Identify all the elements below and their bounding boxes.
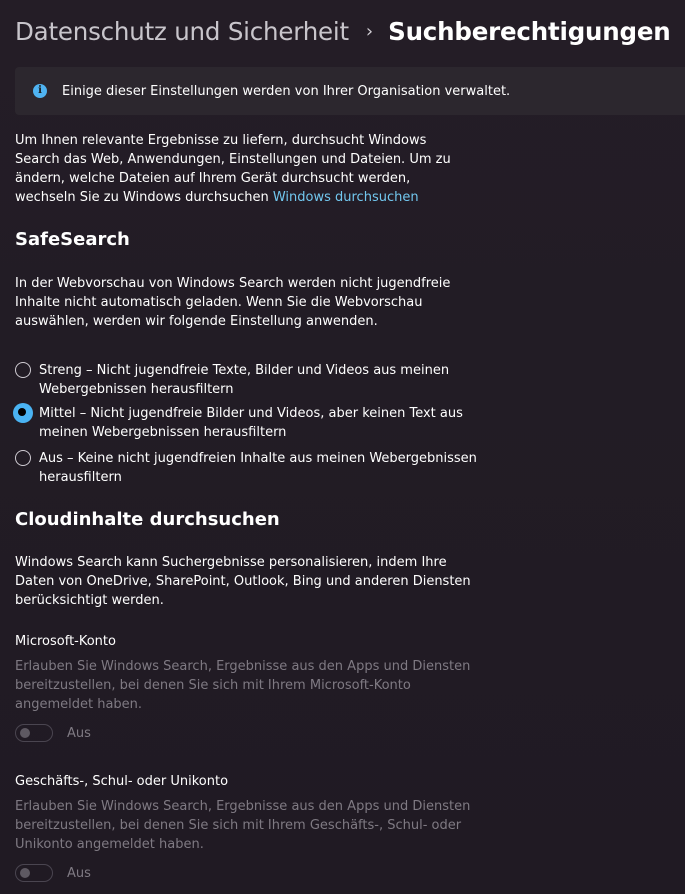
work-school-account-title: Geschäfts-, Schul- oder Unikonto — [15, 774, 229, 789]
safesearch-option-strict[interactable] — [15, 361, 485, 399]
work-school-account-description: Erlauben Sie Windows Search, Ergebnisse aus den Apps und Diensten bereitzustellen, bei denen Sie sich mit Ihrem Geschäfts-, Schul- oder Unikonto angemeldet haben. — [15, 799, 471, 852]
intro-text — [15, 131, 475, 207]
radio-label: Aus – Keine nicht jugendfreien Inhalte aus meinen Webergebnissen herausfiltern — [39, 451, 477, 485]
intro-body: Um Ihnen relevante Ergebnisse zu liefern, durchsucht Windows Search das Web, Anwendungen, Einstellungen und Dateien. Um zu ändern, welche Dateien auf Ihrem Gerät durchsucht werden, wechseln Sie zu Windows durchsuchen — [15, 133, 451, 205]
microsoft-account-description: Erlauben Sie Windows Search, Ergebnisse aus den Apps und Diensten bereitzustellen, bei denen Sie sich mit Ihrem Microsoft-Konto angemeldet haben. — [15, 659, 471, 712]
radio-label: Mittel – Nicht jugendfreie Bilder und Videos, aber keinen Text aus meinen Webergebnissen herausfiltern — [39, 406, 463, 440]
microsoft-account-toggle-row — [15, 724, 91, 742]
radio-button-selected[interactable] — [13, 403, 33, 423]
toggle-state-label: Aus — [67, 865, 91, 881]
windows-search-link[interactable]: Windows durchsuchen — [272, 190, 419, 205]
toggle-state-label: Aus — [67, 725, 91, 741]
page-title: Suchberechtigungen — [388, 16, 671, 46]
microsoft-account-toggle[interactable] — [15, 724, 53, 742]
safesearch-option-off[interactable] — [15, 449, 485, 487]
breadcrumb-parent-link[interactable]: Datenschutz und Sicherheit — [15, 16, 349, 46]
infobar-text: Einige dieser Einstellungen werden von Ihrer Organisation verwaltet. — [62, 83, 511, 99]
safesearch-option-moderate[interactable] — [15, 404, 485, 442]
info-icon: i — [33, 84, 47, 98]
work-school-account-toggle-row — [15, 864, 91, 882]
radio-button[interactable] — [15, 362, 31, 378]
cloud-search-heading: Cloudinhalte durchsuchen — [15, 509, 280, 530]
work-school-account-toggle[interactable] — [15, 864, 53, 882]
managed-by-organization-infobar — [15, 67, 685, 115]
safesearch-description: In der Webvorschau von Windows Search werden nicht jugendfreie Inhalte nicht automatisch geladen. Wenn Sie die Webvorschau auswählen, werden wir folgende Einstellung anwenden. — [15, 276, 451, 329]
breadcrumb — [15, 13, 671, 49]
safesearch-heading: SafeSearch — [15, 229, 130, 250]
toggle-knob — [20, 728, 30, 738]
cloud-search-description: Windows Search kann Suchergebnisse personalisieren, indem Ihre Daten von OneDrive, SharePoint, Outlook, Bing und anderen Diensten berücksichtigt werden. — [15, 555, 471, 608]
radio-label: Streng – Nicht jugendfreie Texte, Bilder und Videos aus meinen Webergebnissen herausfiltern — [39, 363, 450, 397]
microsoft-account-title: Microsoft-Konto — [15, 634, 116, 649]
radio-button[interactable] — [15, 450, 31, 466]
toggle-knob — [20, 868, 30, 878]
chevron-right-icon: › — [365, 20, 374, 42]
